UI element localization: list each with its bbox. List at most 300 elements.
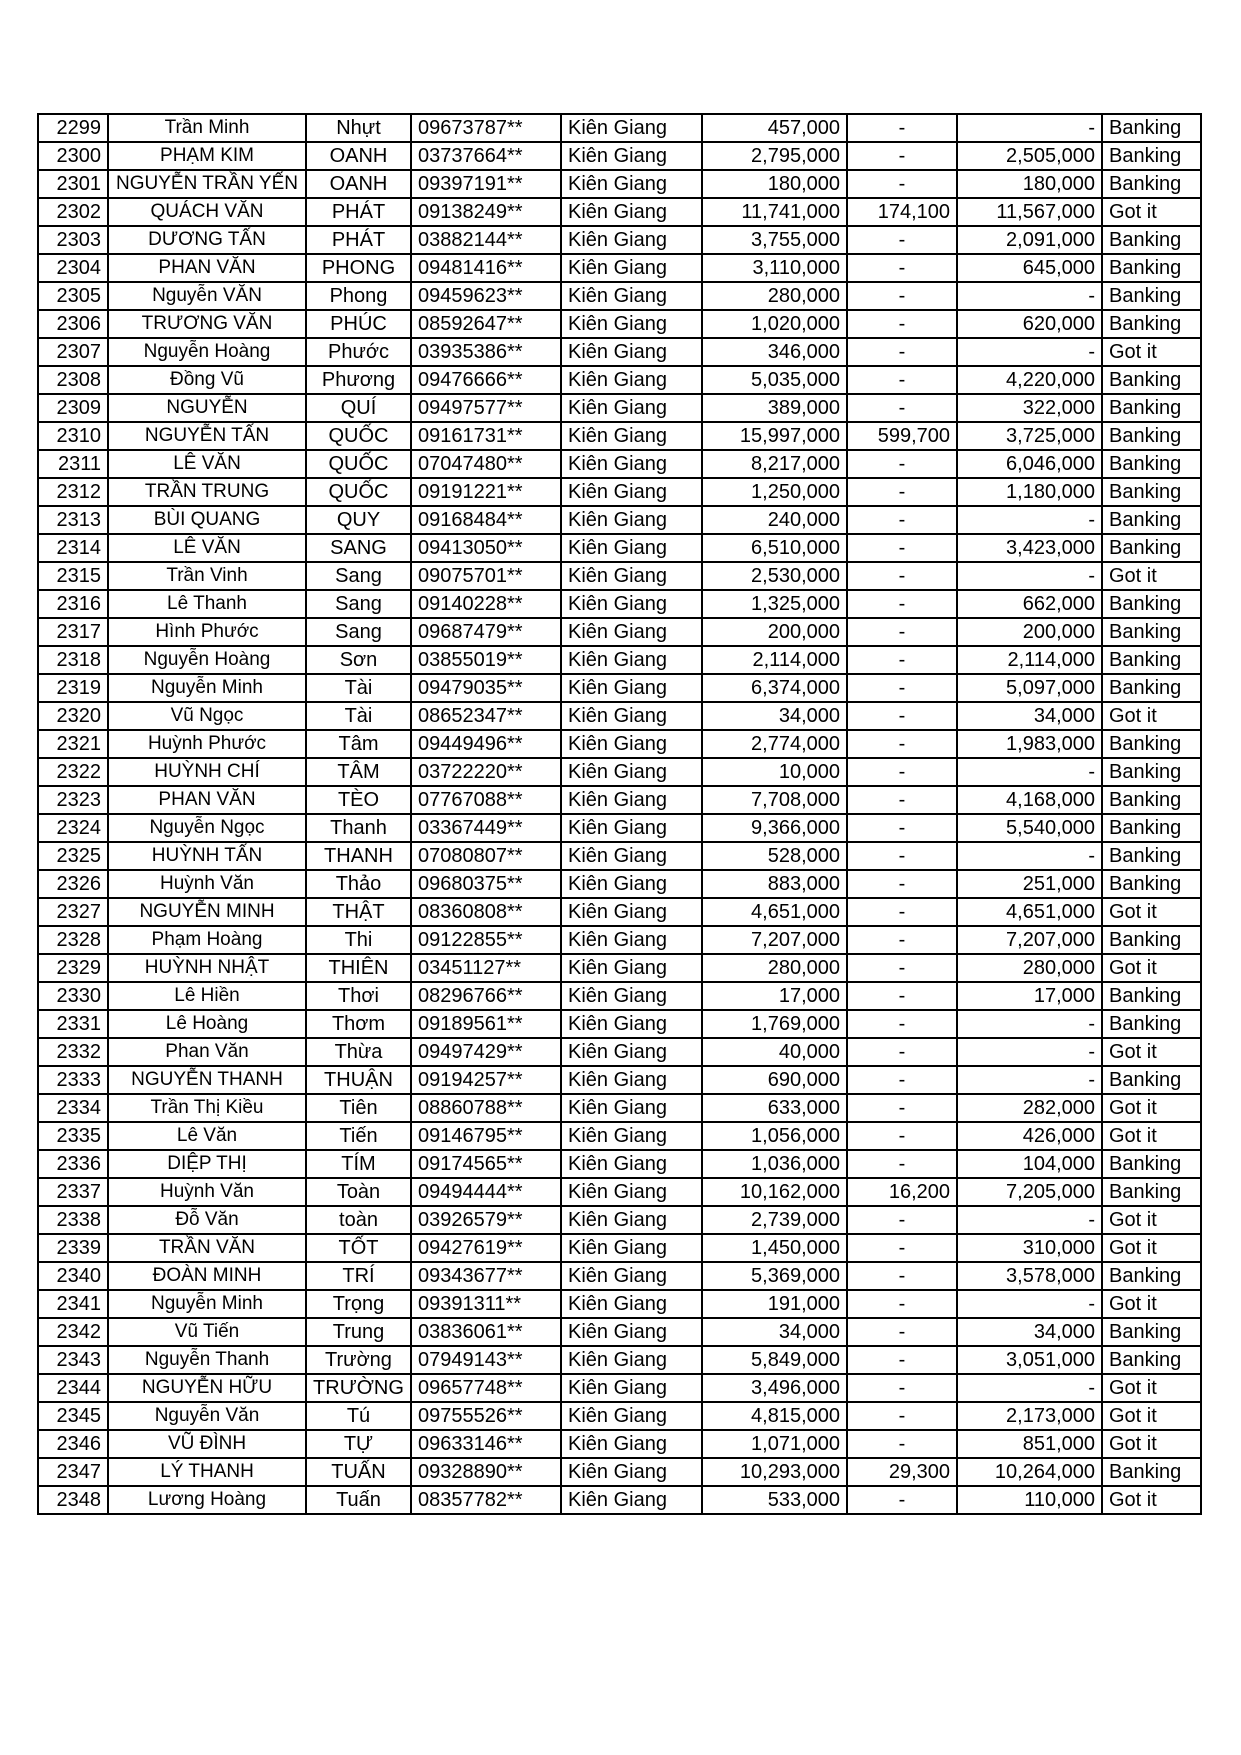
amount-cell: 40,000: [702, 1038, 847, 1066]
deduction-cell: -: [847, 1318, 957, 1346]
last-name-cell: TRẦN VĂN: [108, 1234, 306, 1262]
first-name-cell: Sơn: [306, 646, 411, 674]
paid-cell: 620,000: [957, 310, 1102, 338]
last-name-cell: TRẦN TRUNG: [108, 478, 306, 506]
paid-cell: 7,207,000: [957, 926, 1102, 954]
paid-cell: 2,173,000: [957, 1402, 1102, 1430]
last-name-cell: NGUYỄN: [108, 394, 306, 422]
table-row: [38, 1290, 1201, 1318]
last-name-cell: DƯƠNG TẤN: [108, 226, 306, 254]
province-cell: Kiên Giang: [561, 450, 702, 478]
payment-method-cell: Banking: [1102, 114, 1201, 142]
province-cell: Kiên Giang: [561, 1178, 702, 1206]
phone-cell: 03855019**: [411, 646, 561, 674]
row-number: 2348: [38, 1486, 108, 1514]
row-number: 2343: [38, 1346, 108, 1374]
amount-cell: 200,000: [702, 618, 847, 646]
phone-cell: 09497577**: [411, 394, 561, 422]
table-row: [38, 982, 1201, 1010]
table-row: [38, 1150, 1201, 1178]
paid-cell: 2,505,000: [957, 142, 1102, 170]
province-cell: Kiên Giang: [561, 730, 702, 758]
paid-cell: -: [957, 1038, 1102, 1066]
table-row: [38, 870, 1201, 898]
amount-cell: 1,250,000: [702, 478, 847, 506]
deduction-cell: -: [847, 590, 957, 618]
paid-cell: 3,578,000: [957, 1262, 1102, 1290]
last-name-cell: Nguyễn Minh: [108, 1290, 306, 1318]
last-name-cell: Lê Thanh: [108, 590, 306, 618]
last-name-cell: NGUYỄN MINH: [108, 898, 306, 926]
province-cell: Kiên Giang: [561, 1402, 702, 1430]
payment-method-cell: Banking: [1102, 1318, 1201, 1346]
last-name-cell: Huỳnh Phước: [108, 730, 306, 758]
row-number: 2339: [38, 1234, 108, 1262]
deduction-cell: -: [847, 702, 957, 730]
payment-method-cell: Banking: [1102, 1262, 1201, 1290]
first-name-cell: Tú: [306, 1402, 411, 1430]
province-cell: Kiên Giang: [561, 1290, 702, 1318]
phone-cell: 08860788**: [411, 1094, 561, 1122]
deduction-cell: -: [847, 954, 957, 982]
table-row: [38, 954, 1201, 982]
amount-cell: 1,056,000: [702, 1122, 847, 1150]
paid-cell: 1,180,000: [957, 478, 1102, 506]
phone-cell: 09427619**: [411, 1234, 561, 1262]
row-number: 2335: [38, 1122, 108, 1150]
province-cell: Kiên Giang: [561, 1346, 702, 1374]
row-number: 2319: [38, 674, 108, 702]
row-number: 2311: [38, 450, 108, 478]
province-cell: Kiên Giang: [561, 1010, 702, 1038]
payment-method-cell: Got it: [1102, 702, 1201, 730]
payment-method-cell: Banking: [1102, 1458, 1201, 1486]
phone-cell: 09479035**: [411, 674, 561, 702]
province-cell: Kiên Giang: [561, 926, 702, 954]
row-number: 2323: [38, 786, 108, 814]
row-number: 2309: [38, 394, 108, 422]
last-name-cell: Huỳnh Văn: [108, 1178, 306, 1206]
province-cell: Kiên Giang: [561, 1066, 702, 1094]
deduction-cell: -: [847, 226, 957, 254]
phone-cell: 09449496**: [411, 730, 561, 758]
paid-cell: 11,567,000: [957, 198, 1102, 226]
last-name-cell: Vũ Tiến: [108, 1318, 306, 1346]
first-name-cell: Trung: [306, 1318, 411, 1346]
row-number: 2342: [38, 1318, 108, 1346]
row-number: 2344: [38, 1374, 108, 1402]
first-name-cell: Thi: [306, 926, 411, 954]
last-name-cell: Nguyễn Hoàng: [108, 646, 306, 674]
paid-cell: -: [957, 114, 1102, 142]
last-name-cell: PHẠM KIM: [108, 142, 306, 170]
table-row: [38, 1458, 1201, 1486]
amount-cell: 17,000: [702, 982, 847, 1010]
province-cell: Kiên Giang: [561, 870, 702, 898]
table-row: [38, 1094, 1201, 1122]
deduction-cell: -: [847, 310, 957, 338]
row-number: 2313: [38, 506, 108, 534]
paid-cell: -: [957, 562, 1102, 590]
deduction-cell: -: [847, 1122, 957, 1150]
deduction-cell: -: [847, 1346, 957, 1374]
amount-cell: 2,114,000: [702, 646, 847, 674]
deduction-cell: 29,300: [847, 1458, 957, 1486]
phone-cell: 08592647**: [411, 310, 561, 338]
phone-cell: 08360808**: [411, 898, 561, 926]
province-cell: Kiên Giang: [561, 646, 702, 674]
row-number: 2347: [38, 1458, 108, 1486]
deduction-cell: -: [847, 1290, 957, 1318]
province-cell: Kiên Giang: [561, 954, 702, 982]
phone-cell: 08652347**: [411, 702, 561, 730]
table-row: [38, 1122, 1201, 1150]
table-row: [38, 114, 1201, 142]
first-name-cell: Thanh: [306, 814, 411, 842]
row-number: 2310: [38, 422, 108, 450]
last-name-cell: DIỆP THỊ: [108, 1150, 306, 1178]
table-row: [38, 814, 1201, 842]
first-name-cell: PHONG: [306, 254, 411, 282]
payout-table: [37, 113, 1202, 1515]
row-number: 2315: [38, 562, 108, 590]
paid-cell: 3,423,000: [957, 534, 1102, 562]
paid-cell: 426,000: [957, 1122, 1102, 1150]
amount-cell: 5,035,000: [702, 366, 847, 394]
last-name-cell: Lương Hoàng: [108, 1486, 306, 1514]
phone-cell: 09476666**: [411, 366, 561, 394]
paid-cell: 2,114,000: [957, 646, 1102, 674]
first-name-cell: THUẬN: [306, 1066, 411, 1094]
row-number: 2314: [38, 534, 108, 562]
deduction-cell: -: [847, 338, 957, 366]
row-number: 2333: [38, 1066, 108, 1094]
payment-method-cell: Got it: [1102, 338, 1201, 366]
table-row: [38, 282, 1201, 310]
paid-cell: -: [957, 1374, 1102, 1402]
last-name-cell: Phạm Hoàng: [108, 926, 306, 954]
phone-cell: 09687479**: [411, 618, 561, 646]
deduction-cell: -: [847, 534, 957, 562]
payment-method-cell: Banking: [1102, 730, 1201, 758]
table-row: [38, 1318, 1201, 1346]
first-name-cell: Sang: [306, 562, 411, 590]
first-name-cell: Tiên: [306, 1094, 411, 1122]
paid-cell: -: [957, 1010, 1102, 1038]
payment-method-cell: Got it: [1102, 1290, 1201, 1318]
deduction-cell: -: [847, 366, 957, 394]
deduction-cell: -: [847, 1094, 957, 1122]
deduction-cell: -: [847, 842, 957, 870]
payment-method-cell: Banking: [1102, 842, 1201, 870]
deduction-cell: -: [847, 1374, 957, 1402]
payment-method-cell: Got it: [1102, 562, 1201, 590]
deduction-cell: -: [847, 562, 957, 590]
province-cell: Kiên Giang: [561, 394, 702, 422]
table-row: [38, 926, 1201, 954]
first-name-cell: TÍM: [306, 1150, 411, 1178]
deduction-cell: -: [847, 1038, 957, 1066]
paid-cell: -: [957, 1290, 1102, 1318]
province-cell: Kiên Giang: [561, 562, 702, 590]
paid-cell: 310,000: [957, 1234, 1102, 1262]
province-cell: Kiên Giang: [561, 114, 702, 142]
first-name-cell: SANG: [306, 534, 411, 562]
table-row: [38, 1234, 1201, 1262]
table-row: [38, 478, 1201, 506]
table-row: [38, 422, 1201, 450]
row-number: 2307: [38, 338, 108, 366]
phone-cell: 09680375**: [411, 870, 561, 898]
table-row: [38, 1346, 1201, 1374]
amount-cell: 883,000: [702, 870, 847, 898]
payment-method-cell: Banking: [1102, 590, 1201, 618]
amount-cell: 533,000: [702, 1486, 847, 1514]
paid-cell: -: [957, 506, 1102, 534]
row-number: 2300: [38, 142, 108, 170]
phone-cell: 09397191**: [411, 170, 561, 198]
amount-cell: 1,071,000: [702, 1430, 847, 1458]
deduction-cell: -: [847, 870, 957, 898]
amount-cell: 389,000: [702, 394, 847, 422]
first-name-cell: THIÊN: [306, 954, 411, 982]
first-name-cell: TÂM: [306, 758, 411, 786]
payment-method-cell: Banking: [1102, 1178, 1201, 1206]
paid-cell: 34,000: [957, 1318, 1102, 1346]
phone-cell: 08296766**: [411, 982, 561, 1010]
amount-cell: 10,162,000: [702, 1178, 847, 1206]
deduction-cell: -: [847, 786, 957, 814]
paid-cell: 7,205,000: [957, 1178, 1102, 1206]
table-row: [38, 674, 1201, 702]
phone-cell: 09189561**: [411, 1010, 561, 1038]
paid-cell: 851,000: [957, 1430, 1102, 1458]
first-name-cell: Toàn: [306, 1178, 411, 1206]
phone-cell: 03737664**: [411, 142, 561, 170]
amount-cell: 1,020,000: [702, 310, 847, 338]
first-name-cell: Thảo: [306, 870, 411, 898]
first-name-cell: TRƯỜNG: [306, 1374, 411, 1402]
phone-cell: 03926579**: [411, 1206, 561, 1234]
paid-cell: 251,000: [957, 870, 1102, 898]
province-cell: Kiên Giang: [561, 786, 702, 814]
province-cell: Kiên Giang: [561, 1430, 702, 1458]
payment-method-cell: Banking: [1102, 870, 1201, 898]
last-name-cell: QUÁCH VĂN: [108, 198, 306, 226]
phone-cell: 09497429**: [411, 1038, 561, 1066]
last-name-cell: Đồng Vũ: [108, 366, 306, 394]
amount-cell: 6,374,000: [702, 674, 847, 702]
province-cell: Kiên Giang: [561, 366, 702, 394]
last-name-cell: Trần Thị Kiều: [108, 1094, 306, 1122]
payment-method-cell: Banking: [1102, 758, 1201, 786]
deduction-cell: -: [847, 618, 957, 646]
payment-method-cell: Got it: [1102, 1094, 1201, 1122]
phone-cell: 09494444**: [411, 1178, 561, 1206]
row-number: 2312: [38, 478, 108, 506]
payment-method-cell: Banking: [1102, 450, 1201, 478]
amount-cell: 280,000: [702, 954, 847, 982]
payment-method-cell: Banking: [1102, 674, 1201, 702]
amount-cell: 11,741,000: [702, 198, 847, 226]
first-name-cell: QUỐC: [306, 478, 411, 506]
last-name-cell: Nguyễn Thanh: [108, 1346, 306, 1374]
row-number: 2328: [38, 926, 108, 954]
last-name-cell: VŨ ĐÌNH: [108, 1430, 306, 1458]
amount-cell: 1,325,000: [702, 590, 847, 618]
province-cell: Kiên Giang: [561, 1318, 702, 1346]
province-cell: Kiên Giang: [561, 1234, 702, 1262]
phone-cell: 03882144**: [411, 226, 561, 254]
table-row: [38, 730, 1201, 758]
first-name-cell: Phước: [306, 338, 411, 366]
paid-cell: 10,264,000: [957, 1458, 1102, 1486]
row-number: 2346: [38, 1430, 108, 1458]
amount-cell: 633,000: [702, 1094, 847, 1122]
paid-cell: 5,097,000: [957, 674, 1102, 702]
row-number: 2305: [38, 282, 108, 310]
phone-cell: 07949143**: [411, 1346, 561, 1374]
row-number: 2320: [38, 702, 108, 730]
payment-method-cell: Banking: [1102, 366, 1201, 394]
last-name-cell: LÊ VĂN: [108, 534, 306, 562]
table-row: [38, 1206, 1201, 1234]
deduction-cell: -: [847, 674, 957, 702]
row-number: 2330: [38, 982, 108, 1010]
deduction-cell: -: [847, 450, 957, 478]
province-cell: Kiên Giang: [561, 226, 702, 254]
payment-method-cell: Banking: [1102, 310, 1201, 338]
row-number: 2306: [38, 310, 108, 338]
phone-cell: 09755526**: [411, 1402, 561, 1430]
deduction-cell: -: [847, 394, 957, 422]
payment-method-cell: Got it: [1102, 1038, 1201, 1066]
amount-cell: 7,708,000: [702, 786, 847, 814]
amount-cell: 2,739,000: [702, 1206, 847, 1234]
amount-cell: 1,036,000: [702, 1150, 847, 1178]
last-name-cell: HUỲNH CHÍ: [108, 758, 306, 786]
province-cell: Kiên Giang: [561, 142, 702, 170]
row-number: 2334: [38, 1094, 108, 1122]
first-name-cell: Phong: [306, 282, 411, 310]
province-cell: Kiên Giang: [561, 1094, 702, 1122]
payment-method-cell: Got it: [1102, 1206, 1201, 1234]
province-cell: Kiên Giang: [561, 254, 702, 282]
table-row: [38, 450, 1201, 478]
last-name-cell: Vũ Ngọc: [108, 702, 306, 730]
first-name-cell: TỐT: [306, 1234, 411, 1262]
payment-method-cell: Banking: [1102, 394, 1201, 422]
row-number: 2336: [38, 1150, 108, 1178]
payment-method-cell: Banking: [1102, 926, 1201, 954]
first-name-cell: Nhựt: [306, 114, 411, 142]
last-name-cell: BÙI QUANG: [108, 506, 306, 534]
phone-cell: 09673787**: [411, 114, 561, 142]
payment-method-cell: Got it: [1102, 1122, 1201, 1150]
first-name-cell: Thơi: [306, 982, 411, 1010]
amount-cell: 2,530,000: [702, 562, 847, 590]
payment-method-cell: Got it: [1102, 898, 1201, 926]
province-cell: Kiên Giang: [561, 478, 702, 506]
payment-method-cell: Banking: [1102, 1346, 1201, 1374]
table-row: [38, 1066, 1201, 1094]
payment-method-cell: Got it: [1102, 1430, 1201, 1458]
paid-cell: 5,540,000: [957, 814, 1102, 842]
deduction-cell: 16,200: [847, 1178, 957, 1206]
row-number: 2345: [38, 1402, 108, 1430]
table-row: [38, 618, 1201, 646]
phone-cell: 09459623**: [411, 282, 561, 310]
paid-cell: 180,000: [957, 170, 1102, 198]
table-row: [38, 786, 1201, 814]
deduction-cell: -: [847, 254, 957, 282]
first-name-cell: Thừa: [306, 1038, 411, 1066]
amount-cell: 4,815,000: [702, 1402, 847, 1430]
first-name-cell: QUỐC: [306, 422, 411, 450]
paid-cell: -: [957, 1206, 1102, 1234]
province-cell: Kiên Giang: [561, 1122, 702, 1150]
last-name-cell: Đỗ Văn: [108, 1206, 306, 1234]
phone-cell: 09657748**: [411, 1374, 561, 1402]
phone-cell: 09328890**: [411, 1458, 561, 1486]
deduction-cell: -: [847, 1402, 957, 1430]
first-name-cell: Tài: [306, 674, 411, 702]
table-row: [38, 1402, 1201, 1430]
table-row: [38, 394, 1201, 422]
deduction-cell: -: [847, 982, 957, 1010]
row-number: 2332: [38, 1038, 108, 1066]
paid-cell: 280,000: [957, 954, 1102, 982]
first-name-cell: TUẤN: [306, 1458, 411, 1486]
phone-cell: 09413050**: [411, 534, 561, 562]
province-cell: Kiên Giang: [561, 1206, 702, 1234]
deduction-cell: -: [847, 1486, 957, 1514]
province-cell: Kiên Giang: [561, 1486, 702, 1514]
table-row: [38, 1178, 1201, 1206]
payment-method-cell: Banking: [1102, 478, 1201, 506]
deduction-cell: -: [847, 1066, 957, 1094]
deduction-cell: -: [847, 730, 957, 758]
first-name-cell: PHÁT: [306, 226, 411, 254]
payment-method-cell: Banking: [1102, 534, 1201, 562]
first-name-cell: TÈO: [306, 786, 411, 814]
phone-cell: 09075701**: [411, 562, 561, 590]
first-name-cell: OANH: [306, 170, 411, 198]
phone-cell: 09343677**: [411, 1262, 561, 1290]
deduction-cell: -: [847, 926, 957, 954]
phone-cell: 09391311**: [411, 1290, 561, 1318]
first-name-cell: THANH: [306, 842, 411, 870]
row-number: 2308: [38, 366, 108, 394]
table-body: [38, 114, 1201, 1514]
first-name-cell: OANH: [306, 142, 411, 170]
first-name-cell: Tiến: [306, 1122, 411, 1150]
first-name-cell: Tài: [306, 702, 411, 730]
payment-method-cell: Banking: [1102, 1066, 1201, 1094]
paid-cell: 645,000: [957, 254, 1102, 282]
amount-cell: 457,000: [702, 114, 847, 142]
payment-method-cell: Banking: [1102, 170, 1201, 198]
phone-cell: 09122855**: [411, 926, 561, 954]
deduction-cell: -: [847, 1010, 957, 1038]
paid-cell: 1,983,000: [957, 730, 1102, 758]
row-number: 2303: [38, 226, 108, 254]
amount-cell: 7,207,000: [702, 926, 847, 954]
payment-method-cell: Banking: [1102, 618, 1201, 646]
deduction-cell: -: [847, 646, 957, 674]
table-row: [38, 310, 1201, 338]
first-name-cell: Sang: [306, 590, 411, 618]
